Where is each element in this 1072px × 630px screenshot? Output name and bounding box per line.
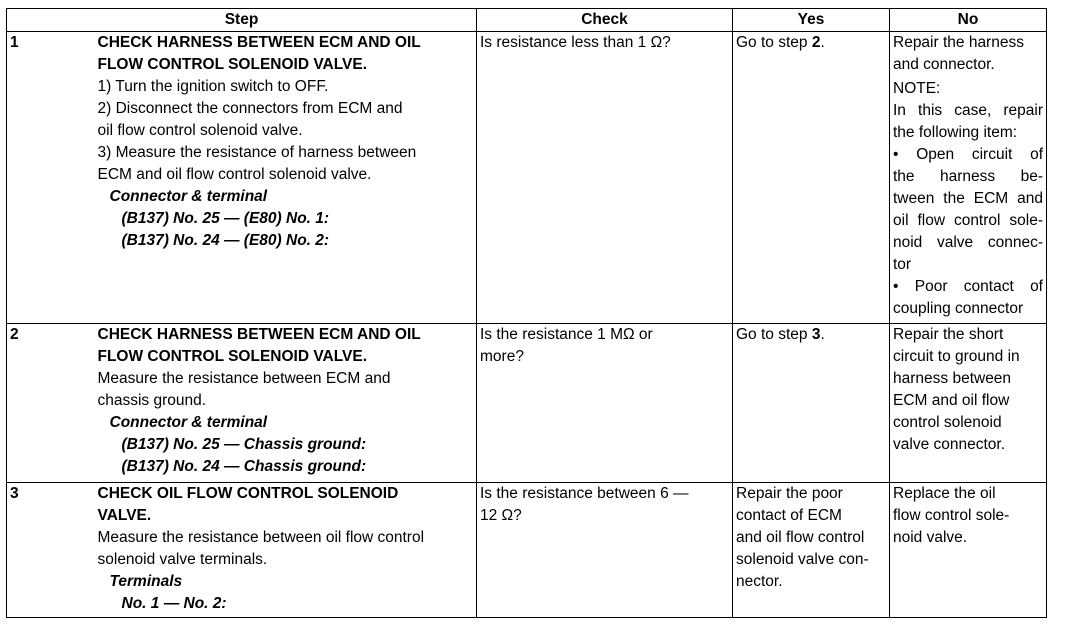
- yes-cell: [733, 324, 890, 483]
- yes-text: Go to step 2.: [736, 34, 825, 51]
- terminal-spec: (B137) No. 25 — Chassis ground:: [121, 436, 367, 453]
- no-cell: [890, 324, 1047, 483]
- no-text: flow control sole-: [893, 507, 1010, 524]
- no-text: circuit to ground in: [893, 348, 1020, 365]
- connector-terminal-label: Connector & terminal: [109, 414, 268, 431]
- header-step: Step: [7, 9, 477, 32]
- step-text: 2) Disconnect the connectors from ECM and: [97, 100, 403, 117]
- no-cell: [890, 483, 1047, 618]
- bullet-text: coupling connector: [893, 300, 1024, 317]
- bullet-text: noid valve connec-: [893, 234, 1043, 251]
- connector-terminal-label: Connector & terminal: [109, 188, 268, 205]
- check-cell: [477, 32, 733, 324]
- step-cell: [95, 483, 477, 618]
- check-text: Is the resistance 1 MΩ or: [480, 326, 653, 343]
- step-title: VALVE.: [97, 507, 152, 524]
- no-text: Replace the oil: [893, 485, 996, 502]
- no-text: ECM and oil flow: [893, 392, 1010, 409]
- step-number: 1: [7, 32, 95, 324]
- bullet-text: oil flow control sole-: [893, 212, 1043, 229]
- step-title: FLOW CONTROL SOLENOID VALVE.: [97, 56, 368, 73]
- check-cell: [477, 324, 733, 483]
- header-row: [7, 9, 1047, 32]
- header-check: Check: [477, 9, 733, 32]
- table-row: [7, 324, 1047, 483]
- step-cell: [95, 324, 477, 483]
- yes-cell: [733, 483, 890, 618]
- table-row: [7, 483, 1047, 618]
- step-number: 3: [7, 483, 95, 618]
- step-cell: [95, 32, 477, 324]
- no-text: Repair the harness: [893, 34, 1024, 51]
- check-text: 12 Ω?: [480, 507, 522, 524]
- step-text: chassis ground.: [97, 392, 207, 409]
- step-text: 3) Measure the resistance of harness between: [97, 144, 417, 161]
- yes-text: nector.: [736, 573, 783, 590]
- bullet-item: • Open circuit of: [893, 144, 1043, 166]
- no-text: and connector.: [893, 56, 995, 73]
- terminal-spec: (B137) No. 24 — (E80) No. 2:: [121, 232, 330, 249]
- step-text: Measure the resistance between ECM and: [97, 370, 391, 387]
- header-yes: Yes: [733, 9, 890, 32]
- step-title: CHECK HARNESS BETWEEN ECM AND OIL: [97, 326, 421, 343]
- no-text: Repair the short: [893, 326, 1004, 343]
- yes-text: and oil flow control: [736, 529, 865, 546]
- step-text: ECM and oil flow control solenoid valve.: [97, 166, 372, 183]
- step-title: CHECK OIL FLOW CONTROL SOLENOID: [97, 485, 399, 502]
- header-no: No: [890, 9, 1047, 32]
- step-text: solenoid valve terminals.: [97, 551, 268, 568]
- bullet-item: • Poor contact of: [893, 276, 1043, 298]
- note-label: NOTE:: [893, 80, 941, 97]
- bullet-text: tween the ECM and: [893, 190, 1043, 207]
- step-title: CHECK HARNESS BETWEEN ECM AND OIL: [97, 34, 421, 51]
- step-number: 2: [7, 324, 95, 483]
- yes-text: contact of ECM: [736, 507, 842, 524]
- terminal-spec: (B137) No. 25 — (E80) No. 1:: [121, 210, 330, 227]
- step-text: oil flow control solenoid valve.: [97, 122, 303, 139]
- step-text: 1) Turn the ignition switch to OFF.: [97, 78, 329, 95]
- no-text: harness between: [893, 370, 1012, 387]
- terminal-spec: (B137) No. 24 — Chassis ground:: [121, 458, 367, 475]
- terminals-label: Terminals: [109, 573, 183, 590]
- table-row: [7, 32, 1047, 324]
- note-text: In this case, repair: [893, 102, 1043, 119]
- yes-text: Repair the poor: [736, 485, 843, 502]
- diagnostic-table: [6, 8, 1047, 618]
- yes-text: solenoid valve con-: [736, 551, 869, 568]
- check-cell: [477, 483, 733, 618]
- step-reference: 3: [811, 326, 821, 343]
- no-text: valve connector.: [893, 436, 1006, 453]
- bullet-text: tor: [893, 256, 912, 273]
- note-text: the following item:: [893, 124, 1018, 141]
- no-text: noid valve.: [893, 529, 968, 546]
- no-text: control solenoid: [893, 414, 1002, 431]
- step-title: FLOW CONTROL SOLENOID VALVE.: [97, 348, 368, 365]
- check-text: more?: [480, 348, 524, 365]
- step-text: Measure the resistance between oil flow control: [97, 529, 425, 546]
- no-cell: [890, 32, 1047, 324]
- bullet-text: the harness be-: [893, 168, 1043, 185]
- yes-cell: [733, 32, 890, 324]
- yes-text: Go to step 3.: [736, 326, 825, 343]
- terminal-spec: No. 1 — No. 2:: [121, 595, 227, 612]
- check-text: Is resistance less than 1 Ω?: [480, 34, 671, 51]
- check-text: Is the resistance between 6 —: [480, 485, 689, 502]
- step-reference: 2: [811, 34, 821, 51]
